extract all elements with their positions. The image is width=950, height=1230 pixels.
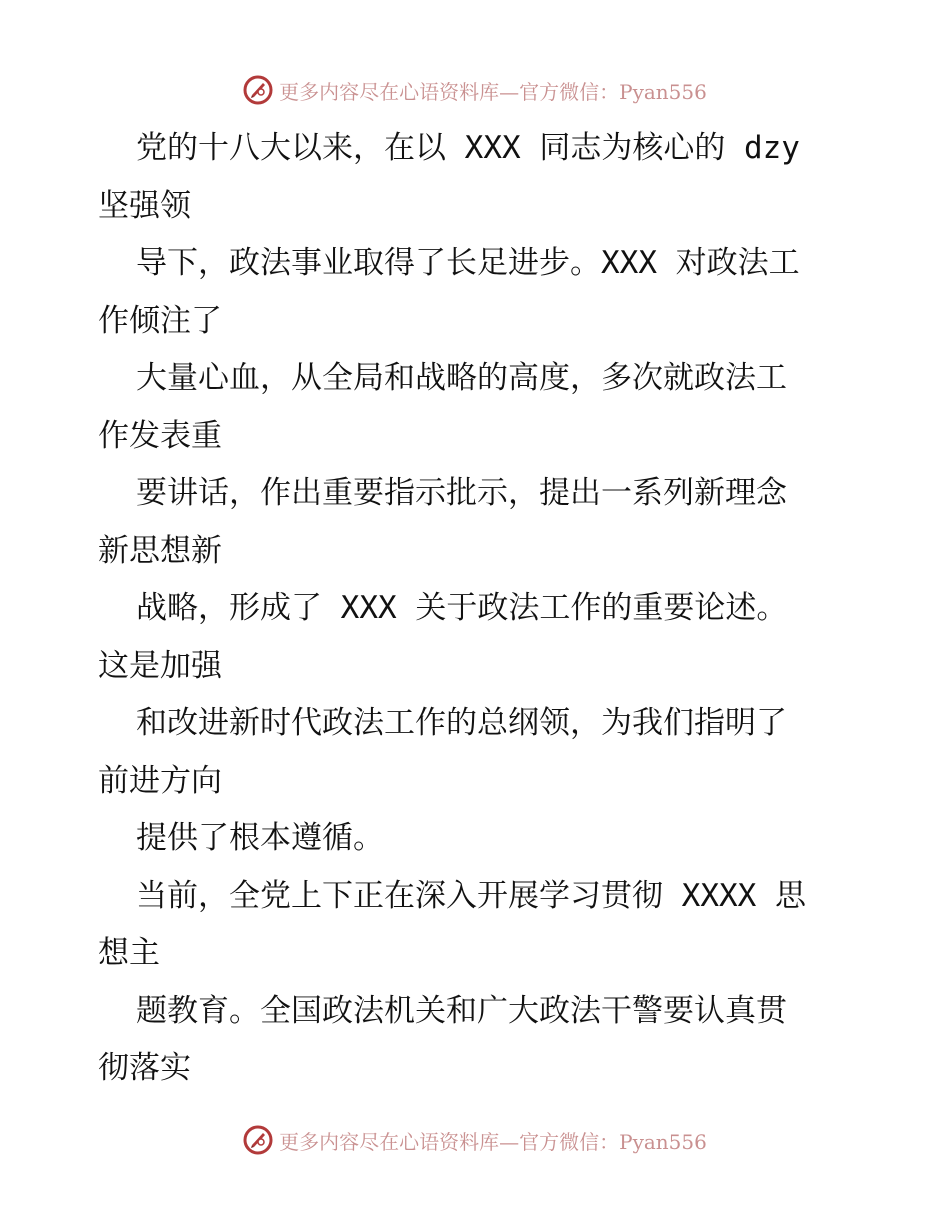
quill-seal-logo-icon: [243, 1125, 273, 1155]
body-line: 坚强领: [98, 187, 191, 224]
body-line: 作倾注了: [98, 302, 222, 339]
footer-banner-inner: [243, 1125, 707, 1155]
body-line: 这是加强: [98, 647, 222, 684]
body-line: 题教育。全国政法机关和广大政法干警要认真贯: [136, 992, 787, 1029]
header-banner-inner: [243, 75, 707, 105]
body-line: 提供了根本遵循。: [136, 820, 384, 856]
header-banner-text: 更多内容尽在心语资料库—官方微信：Pyan556: [279, 79, 707, 104]
body-line: 前进方向: [98, 762, 222, 799]
footer-banner: [0, 1120, 950, 1160]
body-line: 彻落实: [98, 1050, 191, 1086]
document-body: [98, 120, 858, 1098]
body-line: 新思想新: [98, 532, 222, 569]
header-banner: [0, 70, 950, 110]
body-line: 作发表重: [98, 417, 222, 454]
body-line: 导下，政法事业取得了长足进步。XXX 对政法工: [136, 245, 800, 281]
body-line: 党的十八大以来，在以 XXX 同志为核心的 dzy: [136, 130, 800, 166]
quill-seal-logo-icon: [243, 75, 273, 105]
footer-banner-text: 更多内容尽在心语资料库—官方微信：Pyan556: [279, 1129, 707, 1154]
body-line: 当前，全党上下正在深入开展学习贯彻 XXXX 思: [136, 877, 806, 914]
body-line: 战略，形成了 XXX 关于政法工作的重要论述。: [136, 590, 788, 626]
body-line: 和改进新时代政法工作的总纲领，为我们指明了: [136, 705, 787, 741]
body-line: 大量心血，从全局和战略的高度，多次就政法工: [136, 360, 787, 396]
body-line: 想主: [98, 935, 160, 971]
body-line: 要讲话，作出重要指示批示，提出一系列新理念: [136, 475, 787, 511]
